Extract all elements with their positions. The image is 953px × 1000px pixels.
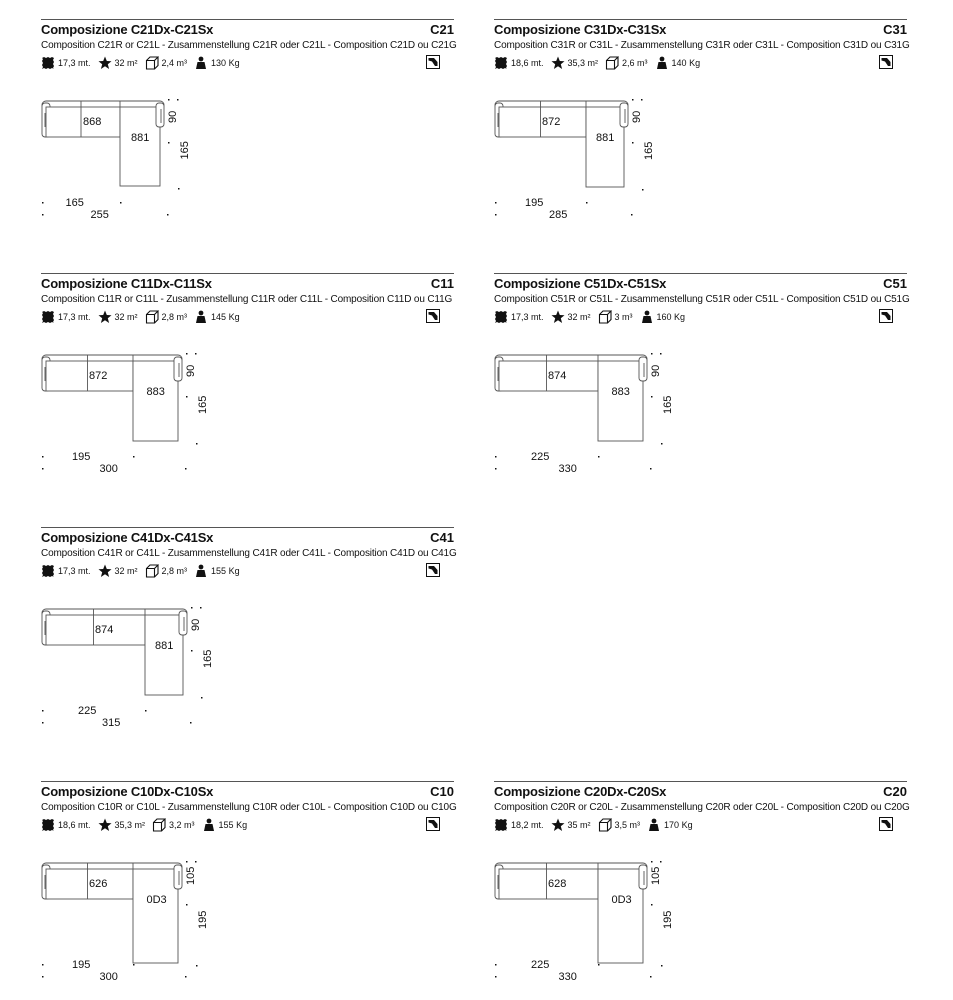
tick-mark bbox=[495, 964, 497, 966]
tick-mark bbox=[186, 861, 188, 863]
fabric-sheet-icon bbox=[426, 563, 440, 577]
depth-dimension: 90 bbox=[167, 110, 179, 123]
leather-value: 18,6 mt. bbox=[58, 820, 91, 830]
leather-hide-icon bbox=[41, 310, 55, 324]
tick-mark bbox=[650, 976, 652, 978]
right-armrest bbox=[179, 611, 187, 635]
volume-value: 2,4 m³ bbox=[161, 58, 188, 68]
fabric-sheet-icon bbox=[879, 309, 893, 323]
right-armrest bbox=[639, 357, 647, 381]
weight-icon bbox=[202, 818, 216, 832]
sofa-plan-drawing bbox=[494, 343, 754, 475]
leather-hide-icon bbox=[41, 564, 55, 578]
tick-mark bbox=[168, 142, 170, 144]
depth-dimension: 90 bbox=[190, 618, 202, 631]
weight-icon bbox=[640, 310, 654, 324]
area-star-icon bbox=[98, 818, 112, 832]
leather-hide-icon bbox=[494, 818, 508, 832]
fabric-sheet-icon bbox=[426, 817, 440, 831]
area-value: 32 m² bbox=[114, 58, 138, 68]
module-chaise-code: 881 bbox=[131, 132, 150, 144]
tick-mark bbox=[167, 214, 169, 216]
total-width-dimension: 300 bbox=[99, 463, 118, 475]
composition-code: C20 bbox=[883, 784, 907, 799]
chaise-section bbox=[120, 107, 160, 186]
composition-card bbox=[41, 19, 457, 221]
total-width-dimension: 285 bbox=[549, 209, 568, 221]
right-armrest bbox=[620, 103, 628, 127]
specs-row bbox=[41, 310, 247, 324]
sofa-outline bbox=[495, 863, 647, 963]
module-left-code: 872 bbox=[89, 370, 108, 382]
right-armrest bbox=[174, 357, 182, 381]
sofa-outline bbox=[42, 863, 182, 963]
weight-value: 155 Kg bbox=[211, 566, 240, 576]
composition-card bbox=[494, 273, 910, 475]
tick-mark bbox=[642, 189, 644, 191]
weight-icon bbox=[647, 818, 661, 832]
chaise-depth-dimension: 195 bbox=[197, 910, 209, 929]
sofa-outline bbox=[495, 101, 628, 187]
inner-width-dimension: 225 bbox=[78, 705, 97, 717]
leather-value: 17,3 mt. bbox=[58, 566, 91, 576]
tick-mark bbox=[186, 353, 188, 355]
tick-mark bbox=[145, 710, 147, 712]
tick-mark bbox=[650, 468, 652, 470]
module-chaise-code: 881 bbox=[596, 132, 615, 144]
tick-mark bbox=[120, 202, 122, 204]
tick-mark bbox=[178, 188, 180, 190]
sofa-plan-drawing bbox=[41, 597, 301, 729]
chaise-depth-dimension: 165 bbox=[662, 395, 674, 414]
weight-icon bbox=[194, 310, 208, 324]
divider bbox=[494, 781, 907, 782]
tick-mark bbox=[177, 99, 179, 101]
weight-value: 130 Kg bbox=[211, 58, 240, 68]
volume-box-icon bbox=[605, 56, 619, 70]
right-armrest bbox=[174, 865, 182, 889]
tick-mark bbox=[651, 904, 653, 906]
depth-dimension: 90 bbox=[631, 110, 643, 123]
composition-title: Composizione C41Dx-C41Sx bbox=[41, 530, 214, 545]
volume-box-icon bbox=[145, 310, 159, 324]
volume-value: 3 m³ bbox=[614, 312, 633, 322]
tick-mark bbox=[191, 607, 193, 609]
area-value: 32 m² bbox=[114, 312, 138, 322]
weight-icon bbox=[655, 56, 669, 70]
sofa-plan-drawing bbox=[494, 851, 754, 983]
chaise-section bbox=[598, 361, 643, 441]
composition-code: C11 bbox=[430, 276, 454, 291]
fabric-sheet-icon bbox=[426, 309, 440, 323]
inner-width-dimension: 225 bbox=[531, 959, 550, 971]
tick-mark bbox=[495, 214, 497, 216]
tick-mark bbox=[42, 976, 44, 978]
tick-mark bbox=[185, 468, 187, 470]
composition-subtitle: Composition C10R or C10L - Zusammenstellung C10R oder C10L - Composition C10D ou C10G bbox=[41, 802, 457, 813]
divider bbox=[41, 273, 454, 274]
chaise-depth-dimension: 195 bbox=[662, 910, 674, 929]
area-value: 32 m² bbox=[567, 312, 591, 322]
chaise-section bbox=[145, 615, 183, 695]
composition-subtitle: Composition C20R or C20L - Zusammenstellung C20R oder C20L - Composition C20D ou C20G bbox=[494, 802, 910, 813]
volume-box-icon bbox=[598, 310, 612, 324]
composition-title: Composizione C10Dx-C10Sx bbox=[41, 784, 214, 799]
module-left-code: 874 bbox=[95, 624, 114, 636]
divider bbox=[41, 781, 454, 782]
inner-width-dimension: 195 bbox=[72, 451, 91, 463]
specs-row bbox=[41, 56, 247, 70]
volume-value: 2,6 m³ bbox=[622, 58, 648, 68]
divider bbox=[494, 273, 907, 274]
composition-title: Composizione C20Dx-C20Sx bbox=[494, 784, 667, 799]
tick-mark bbox=[186, 904, 188, 906]
composition-title: Composizione C11Dx-C11Sx bbox=[41, 276, 212, 291]
leather-value: 17,3 mt. bbox=[511, 312, 544, 322]
weight-value: 160 Kg bbox=[656, 312, 686, 322]
tick-mark bbox=[191, 650, 193, 652]
divider bbox=[494, 19, 907, 20]
module-chaise-code: 0D3 bbox=[146, 894, 167, 906]
tick-mark bbox=[168, 99, 170, 101]
tick-mark bbox=[42, 202, 44, 204]
total-width-dimension: 255 bbox=[90, 209, 109, 221]
composition-subtitle: Composition C41R or C41L - Zusammenstellung C41R oder C41L - Composition C41D ou C41G bbox=[41, 548, 457, 559]
weight-value: 170 Kg bbox=[664, 820, 693, 830]
volume-value: 3,5 m³ bbox=[614, 820, 641, 830]
composition-code: C31 bbox=[883, 22, 907, 37]
chaise-depth-dimension: 165 bbox=[643, 141, 655, 160]
sofa-plan-drawing bbox=[41, 343, 301, 475]
module-chaise-code: 883 bbox=[146, 386, 165, 398]
leather-value: 18,2 mt. bbox=[511, 820, 544, 830]
specs-row bbox=[494, 56, 707, 70]
module-left-code: 868 bbox=[83, 116, 102, 128]
tick-mark bbox=[42, 214, 44, 216]
depth-dimension: 90 bbox=[650, 364, 662, 377]
weight-icon bbox=[194, 564, 208, 578]
leather-value: 18,6 mt. bbox=[511, 58, 544, 68]
composition-code: C51 bbox=[883, 276, 907, 291]
composition-subtitle: Composition C51R or C51L - Zusammenstellung C51R oder C51L - Composition C51D ou C51G bbox=[494, 294, 910, 305]
module-left-code: 626 bbox=[89, 878, 108, 890]
inner-width-dimension: 165 bbox=[65, 197, 84, 209]
sofa-outline bbox=[42, 609, 187, 695]
tick-mark bbox=[196, 965, 198, 967]
chaise-section bbox=[133, 869, 178, 963]
chaise-section bbox=[586, 107, 624, 187]
tick-mark bbox=[42, 964, 44, 966]
chaise-depth-dimension: 165 bbox=[179, 141, 191, 160]
area-value: 35,3 m² bbox=[567, 58, 599, 68]
tick-mark bbox=[598, 456, 600, 458]
fabric-sheet-icon bbox=[879, 55, 893, 69]
composition-title: Composizione C51Dx-C51Sx bbox=[494, 276, 667, 291]
chaise-depth-dimension: 165 bbox=[197, 395, 209, 414]
sofa-plan-drawing bbox=[494, 89, 754, 221]
tick-mark bbox=[660, 353, 662, 355]
leather-hide-icon bbox=[41, 818, 55, 832]
specs-row bbox=[494, 818, 700, 832]
fabric-sheet-icon bbox=[426, 55, 440, 69]
inner-width-dimension: 195 bbox=[72, 959, 91, 971]
volume-box-icon bbox=[598, 818, 612, 832]
total-width-dimension: 300 bbox=[99, 971, 118, 983]
area-star-icon bbox=[551, 818, 565, 832]
volume-box-icon bbox=[145, 564, 159, 578]
chaise-section bbox=[598, 869, 643, 963]
tick-mark bbox=[631, 214, 633, 216]
tick-mark bbox=[495, 976, 497, 978]
tick-mark bbox=[598, 964, 600, 966]
weight-value: 155 Kg bbox=[218, 820, 248, 830]
composition-card bbox=[494, 19, 910, 221]
module-left-code: 628 bbox=[548, 878, 567, 890]
module-left-code: 872 bbox=[542, 116, 561, 128]
area-star-icon bbox=[551, 310, 565, 324]
composition-subtitle: Composition C31R or C31L - Zusammenstellung C31R oder C31L - Composition C31D ou C31G bbox=[494, 40, 910, 51]
chaise-section bbox=[133, 361, 178, 441]
composition-card bbox=[41, 273, 454, 473]
depth-dimension: 105 bbox=[650, 866, 662, 885]
tick-mark bbox=[201, 697, 203, 699]
tick-mark bbox=[651, 353, 653, 355]
divider bbox=[41, 19, 454, 20]
composition-subtitle: Composition C11R or C11L - Zusammenstellung C11R oder C11L - Composition C11D ou C11G bbox=[41, 294, 453, 305]
total-width-dimension: 315 bbox=[102, 717, 121, 729]
volume-box-icon bbox=[145, 56, 159, 70]
volume-value: 2,8 m³ bbox=[161, 566, 188, 576]
tick-mark bbox=[42, 456, 44, 458]
specs-row bbox=[41, 818, 254, 832]
specs-row bbox=[41, 564, 247, 578]
composition-code: C10 bbox=[430, 784, 454, 799]
tick-mark bbox=[195, 861, 197, 863]
sofa-outline bbox=[42, 355, 182, 441]
module-left-code: 874 bbox=[548, 370, 567, 382]
tick-mark bbox=[133, 456, 135, 458]
tick-mark bbox=[661, 443, 663, 445]
tick-mark bbox=[185, 976, 187, 978]
composition-code: C21 bbox=[430, 22, 454, 37]
sofa-plan-drawing bbox=[41, 89, 301, 221]
tick-mark bbox=[190, 722, 192, 724]
weight-value: 140 Kg bbox=[671, 58, 701, 68]
composition-subtitle: Composition C21R or C21L - Zusammenstellung C21R oder C21L - Composition C21D ou C21G bbox=[41, 40, 457, 51]
total-width-dimension: 330 bbox=[558, 971, 577, 983]
tick-mark bbox=[186, 396, 188, 398]
leather-hide-icon bbox=[494, 310, 508, 324]
tick-mark bbox=[632, 99, 634, 101]
inner-width-dimension: 195 bbox=[525, 197, 544, 209]
tick-mark bbox=[641, 99, 643, 101]
area-star-icon bbox=[98, 56, 112, 70]
tick-mark bbox=[586, 202, 588, 204]
composition-title: Composizione C21Dx-C21Sx bbox=[41, 22, 214, 37]
leather-hide-icon bbox=[494, 56, 508, 70]
module-chaise-code: 0D3 bbox=[611, 894, 632, 906]
tick-mark bbox=[133, 964, 135, 966]
tick-mark bbox=[42, 468, 44, 470]
volume-value: 3,2 m³ bbox=[169, 820, 195, 830]
tick-mark bbox=[42, 722, 44, 724]
total-width-dimension: 330 bbox=[558, 463, 577, 475]
module-chaise-code: 883 bbox=[611, 386, 630, 398]
module-chaise-code: 881 bbox=[155, 640, 174, 652]
area-star-icon bbox=[98, 564, 112, 578]
tick-mark bbox=[651, 396, 653, 398]
composition-code: C41 bbox=[430, 530, 454, 545]
tick-mark bbox=[196, 443, 198, 445]
composition-card bbox=[41, 781, 457, 983]
leather-hide-icon bbox=[41, 56, 55, 70]
tick-mark bbox=[200, 607, 202, 609]
tick-mark bbox=[632, 142, 634, 144]
area-star-icon bbox=[551, 56, 565, 70]
volume-value: 2,8 m³ bbox=[161, 312, 188, 322]
leather-value: 17,3 mt. bbox=[58, 312, 91, 322]
leather-value: 17,3 mt. bbox=[58, 58, 91, 68]
divider bbox=[41, 527, 454, 528]
weight-value: 145 Kg bbox=[211, 312, 240, 322]
weight-icon bbox=[194, 56, 208, 70]
tick-mark bbox=[660, 861, 662, 863]
chaise-depth-dimension: 165 bbox=[202, 649, 214, 668]
volume-box-icon bbox=[152, 818, 166, 832]
right-armrest bbox=[156, 103, 164, 127]
tick-mark bbox=[42, 710, 44, 712]
inner-width-dimension: 225 bbox=[531, 451, 550, 463]
tick-mark bbox=[195, 353, 197, 355]
sofa-outline bbox=[495, 355, 647, 441]
sofa-plan-drawing bbox=[41, 851, 301, 983]
composition-card bbox=[494, 781, 910, 983]
fabric-sheet-icon bbox=[879, 817, 893, 831]
tick-mark bbox=[495, 468, 497, 470]
right-armrest bbox=[639, 865, 647, 889]
area-value: 35 m² bbox=[567, 820, 591, 830]
area-value: 35,3 m² bbox=[114, 820, 146, 830]
depth-dimension: 105 bbox=[185, 866, 197, 885]
tick-mark bbox=[651, 861, 653, 863]
tick-mark bbox=[495, 456, 497, 458]
area-star-icon bbox=[98, 310, 112, 324]
area-value: 32 m² bbox=[114, 566, 138, 576]
tick-mark bbox=[495, 202, 497, 204]
composition-title: Composizione C31Dx-C31Sx bbox=[494, 22, 667, 37]
specs-row bbox=[494, 310, 692, 324]
composition-card bbox=[41, 527, 457, 729]
tick-mark bbox=[661, 965, 663, 967]
depth-dimension: 90 bbox=[185, 364, 197, 377]
